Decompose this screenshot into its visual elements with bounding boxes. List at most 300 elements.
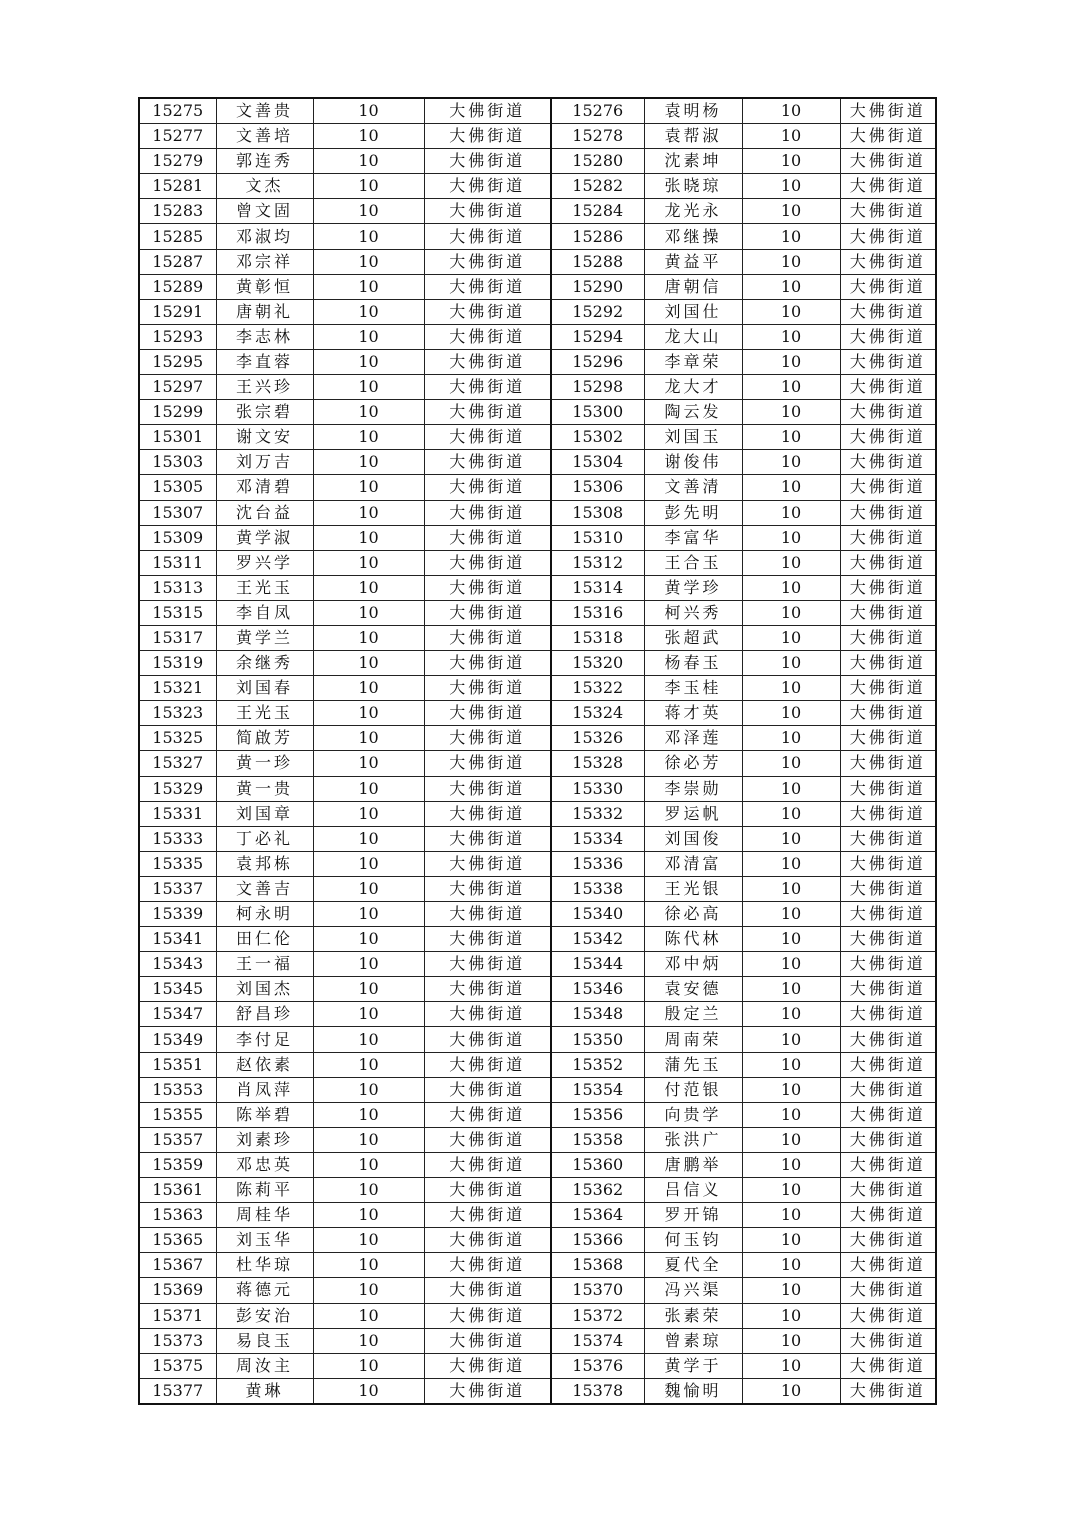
street-cell: 大佛街道 [840, 475, 936, 500]
id-cell: 15319 [139, 651, 216, 676]
name-cell: 黄一珍 [216, 751, 313, 776]
id-cell: 15357 [139, 1127, 216, 1152]
amount-cell: 10 [313, 475, 424, 500]
id-cell: 15290 [551, 274, 644, 299]
table-row [139, 625, 936, 650]
street-cell: 大佛街道 [424, 475, 551, 500]
street-cell: 大佛街道 [424, 801, 551, 826]
id-cell: 15377 [139, 1378, 216, 1404]
street-cell: 大佛街道 [840, 98, 936, 124]
street-cell: 大佛街道 [840, 751, 936, 776]
name-cell: 蒲先玉 [644, 1052, 742, 1077]
street-cell: 大佛街道 [840, 1303, 936, 1328]
street-cell: 大佛街道 [840, 224, 936, 249]
street-cell: 大佛街道 [840, 375, 936, 400]
street-cell: 大佛街道 [424, 124, 551, 149]
id-cell: 15352 [551, 1052, 644, 1077]
amount-cell: 10 [313, 701, 424, 726]
amount-cell: 10 [742, 801, 840, 826]
street-cell: 大佛街道 [424, 751, 551, 776]
name-cell: 文善贵 [216, 98, 313, 124]
street-cell: 大佛街道 [424, 174, 551, 199]
id-cell: 15375 [139, 1353, 216, 1378]
street-cell: 大佛街道 [424, 1102, 551, 1127]
table-row [139, 600, 936, 625]
amount-cell: 10 [313, 1178, 424, 1203]
name-cell: 黄学兰 [216, 625, 313, 650]
table-row [139, 1102, 936, 1127]
name-cell: 黄琳 [216, 1378, 313, 1404]
table-row [139, 1278, 936, 1303]
id-cell: 15285 [139, 224, 216, 249]
id-cell: 15299 [139, 400, 216, 425]
street-cell: 大佛街道 [840, 1027, 936, 1052]
amount-cell: 10 [313, 600, 424, 625]
street-cell: 大佛街道 [424, 876, 551, 901]
table-row [139, 701, 936, 726]
id-cell: 15291 [139, 299, 216, 324]
table-row [139, 500, 936, 525]
name-cell: 邓中炳 [644, 952, 742, 977]
street-cell: 大佛街道 [840, 826, 936, 851]
name-cell: 王光银 [644, 876, 742, 901]
table-row [139, 575, 936, 600]
amount-cell: 10 [742, 425, 840, 450]
table-row [139, 324, 936, 349]
id-cell: 15334 [551, 826, 644, 851]
street-cell: 大佛街道 [424, 274, 551, 299]
id-cell: 15309 [139, 525, 216, 550]
table-row [139, 776, 936, 801]
id-cell: 15288 [551, 249, 644, 274]
name-cell: 付范银 [644, 1077, 742, 1102]
street-cell: 大佛街道 [840, 801, 936, 826]
street-cell: 大佛街道 [840, 1328, 936, 1353]
amount-cell: 10 [742, 1152, 840, 1177]
amount-cell: 10 [742, 1253, 840, 1278]
id-cell: 15289 [139, 274, 216, 299]
amount-cell: 10 [742, 324, 840, 349]
amount-cell: 10 [742, 726, 840, 751]
table-row [139, 751, 936, 776]
id-cell: 15286 [551, 224, 644, 249]
name-cell: 唐朝礼 [216, 299, 313, 324]
street-cell: 大佛街道 [840, 927, 936, 952]
id-cell: 15343 [139, 952, 216, 977]
name-cell: 郭连秀 [216, 149, 313, 174]
id-cell: 15315 [139, 600, 216, 625]
street-cell: 大佛街道 [840, 149, 936, 174]
name-cell: 杨春玉 [644, 651, 742, 676]
id-cell: 15324 [551, 701, 644, 726]
table-row [139, 676, 936, 701]
street-cell: 大佛街道 [840, 876, 936, 901]
name-cell: 周汝主 [216, 1353, 313, 1378]
id-cell: 15355 [139, 1102, 216, 1127]
name-cell: 文善吉 [216, 876, 313, 901]
amount-cell: 10 [742, 274, 840, 299]
name-cell: 刘国仕 [644, 299, 742, 324]
id-cell: 15338 [551, 876, 644, 901]
table-row [139, 1027, 936, 1052]
name-cell: 陈莉平 [216, 1178, 313, 1203]
amount-cell: 10 [313, 249, 424, 274]
id-cell: 15363 [139, 1203, 216, 1228]
amount-cell: 10 [313, 349, 424, 374]
street-cell: 大佛街道 [840, 550, 936, 575]
name-cell: 王兴珍 [216, 375, 313, 400]
amount-cell: 10 [742, 701, 840, 726]
id-cell: 15339 [139, 902, 216, 927]
name-cell: 唐鹏举 [644, 1152, 742, 1177]
table-row [139, 1228, 936, 1253]
amount-cell: 10 [313, 525, 424, 550]
street-cell: 大佛街道 [424, 349, 551, 374]
id-cell: 15373 [139, 1328, 216, 1353]
id-cell: 15280 [551, 149, 644, 174]
amount-cell: 10 [313, 575, 424, 600]
table-row [139, 249, 936, 274]
id-cell: 15308 [551, 500, 644, 525]
id-cell: 15300 [551, 400, 644, 425]
amount-cell: 10 [313, 1077, 424, 1102]
table-row [139, 1152, 936, 1177]
name-cell: 龙大山 [644, 324, 742, 349]
id-cell: 15330 [551, 776, 644, 801]
street-cell: 大佛街道 [424, 927, 551, 952]
id-cell: 15356 [551, 1102, 644, 1127]
street-cell: 大佛街道 [424, 224, 551, 249]
street-cell: 大佛街道 [424, 550, 551, 575]
name-cell: 文善清 [644, 475, 742, 500]
amount-cell: 10 [742, 1052, 840, 1077]
name-cell: 邓忠英 [216, 1152, 313, 1177]
id-cell: 15293 [139, 324, 216, 349]
name-cell: 沈台益 [216, 500, 313, 525]
name-cell: 徐必芳 [644, 751, 742, 776]
name-cell: 邓淑均 [216, 224, 313, 249]
id-cell: 15283 [139, 199, 216, 224]
id-cell: 15329 [139, 776, 216, 801]
id-cell: 15346 [551, 977, 644, 1002]
name-cell: 李崇勋 [644, 776, 742, 801]
amount-cell: 10 [313, 1328, 424, 1353]
name-cell: 袁明杨 [644, 98, 742, 124]
id-cell: 15292 [551, 299, 644, 324]
id-cell: 15376 [551, 1353, 644, 1378]
amount-cell: 10 [313, 450, 424, 475]
street-cell: 大佛街道 [840, 776, 936, 801]
name-cell: 刘素珍 [216, 1127, 313, 1152]
name-cell: 吕信义 [644, 1178, 742, 1203]
name-cell: 黄学于 [644, 1353, 742, 1378]
id-cell: 15301 [139, 425, 216, 450]
amount-cell: 10 [313, 776, 424, 801]
id-cell: 15277 [139, 124, 216, 149]
id-cell: 15366 [551, 1228, 644, 1253]
name-cell: 罗运帆 [644, 801, 742, 826]
amount-cell: 10 [742, 124, 840, 149]
street-cell: 大佛街道 [840, 124, 936, 149]
amount-cell: 10 [313, 1303, 424, 1328]
table-row [139, 1178, 936, 1203]
amount-cell: 10 [313, 324, 424, 349]
street-cell: 大佛街道 [424, 851, 551, 876]
table-row [139, 651, 936, 676]
name-cell: 李玉桂 [644, 676, 742, 701]
street-cell: 大佛街道 [840, 1127, 936, 1152]
amount-cell: 10 [742, 475, 840, 500]
name-cell: 刘国杰 [216, 977, 313, 1002]
amount-cell: 10 [313, 149, 424, 174]
amount-cell: 10 [313, 500, 424, 525]
id-cell: 15348 [551, 1002, 644, 1027]
name-cell: 蒋才英 [644, 701, 742, 726]
amount-cell: 10 [742, 826, 840, 851]
id-cell: 15314 [551, 575, 644, 600]
street-cell: 大佛街道 [424, 1178, 551, 1203]
table-row [139, 1052, 936, 1077]
name-cell: 邓清富 [644, 851, 742, 876]
name-cell: 张洪广 [644, 1127, 742, 1152]
street-cell: 大佛街道 [424, 1203, 551, 1228]
id-cell: 15325 [139, 726, 216, 751]
amount-cell: 10 [742, 1278, 840, 1303]
name-cell: 李志林 [216, 324, 313, 349]
amount-cell: 10 [742, 876, 840, 901]
name-cell: 徐必高 [644, 902, 742, 927]
name-cell: 赵依素 [216, 1052, 313, 1077]
table-row [139, 902, 936, 927]
name-cell: 简啟芳 [216, 726, 313, 751]
name-cell: 殷定兰 [644, 1002, 742, 1027]
id-cell: 15310 [551, 525, 644, 550]
id-cell: 15312 [551, 550, 644, 575]
id-cell: 15370 [551, 1278, 644, 1303]
street-cell: 大佛街道 [424, 826, 551, 851]
table-row [139, 1303, 936, 1328]
id-cell: 15336 [551, 851, 644, 876]
street-cell: 大佛街道 [840, 1152, 936, 1177]
id-cell: 15362 [551, 1178, 644, 1203]
id-cell: 15282 [551, 174, 644, 199]
amount-cell: 10 [313, 751, 424, 776]
table-row [139, 149, 936, 174]
street-cell: 大佛街道 [424, 1228, 551, 1253]
name-cell: 魏愉明 [644, 1378, 742, 1404]
roster-table [138, 97, 937, 1405]
name-cell: 彭安治 [216, 1303, 313, 1328]
name-cell: 黄学珍 [644, 575, 742, 600]
name-cell: 夏代全 [644, 1253, 742, 1278]
street-cell: 大佛街道 [840, 851, 936, 876]
id-cell: 15276 [551, 98, 644, 124]
name-cell: 刘国春 [216, 676, 313, 701]
id-cell: 15374 [551, 1328, 644, 1353]
amount-cell: 10 [313, 801, 424, 826]
street-cell: 大佛街道 [424, 500, 551, 525]
name-cell: 李自凤 [216, 600, 313, 625]
table-row [139, 1378, 936, 1404]
name-cell: 陈举碧 [216, 1102, 313, 1127]
id-cell: 15350 [551, 1027, 644, 1052]
id-cell: 15372 [551, 1303, 644, 1328]
street-cell: 大佛街道 [424, 977, 551, 1002]
amount-cell: 10 [742, 249, 840, 274]
street-cell: 大佛街道 [424, 676, 551, 701]
table-row [139, 224, 936, 249]
amount-cell: 10 [742, 1328, 840, 1353]
amount-cell: 10 [742, 450, 840, 475]
name-cell: 罗兴学 [216, 550, 313, 575]
street-cell: 大佛街道 [840, 1178, 936, 1203]
id-cell: 15323 [139, 701, 216, 726]
street-cell: 大佛街道 [840, 1203, 936, 1228]
id-cell: 15333 [139, 826, 216, 851]
name-cell: 王光玉 [216, 701, 313, 726]
name-cell: 刘国玉 [644, 425, 742, 450]
street-cell: 大佛街道 [424, 1303, 551, 1328]
street-cell: 大佛街道 [840, 575, 936, 600]
street-cell: 大佛街道 [424, 1027, 551, 1052]
street-cell: 大佛街道 [424, 450, 551, 475]
id-cell: 15365 [139, 1228, 216, 1253]
street-cell: 大佛街道 [840, 651, 936, 676]
id-cell: 15311 [139, 550, 216, 575]
street-cell: 大佛街道 [840, 500, 936, 525]
table-row [139, 726, 936, 751]
street-cell: 大佛街道 [840, 299, 936, 324]
name-cell: 唐朝信 [644, 274, 742, 299]
name-cell: 李直蓉 [216, 349, 313, 374]
name-cell: 曾素琼 [644, 1328, 742, 1353]
table-row [139, 1253, 936, 1278]
amount-cell: 10 [313, 124, 424, 149]
amount-cell: 10 [313, 952, 424, 977]
street-cell: 大佛街道 [424, 1077, 551, 1102]
name-cell: 刘玉华 [216, 1228, 313, 1253]
street-cell: 大佛街道 [840, 525, 936, 550]
id-cell: 15335 [139, 851, 216, 876]
street-cell: 大佛街道 [840, 1077, 936, 1102]
name-cell: 文善培 [216, 124, 313, 149]
street-cell: 大佛街道 [840, 1353, 936, 1378]
id-cell: 15342 [551, 927, 644, 952]
id-cell: 15316 [551, 600, 644, 625]
amount-cell: 10 [742, 575, 840, 600]
name-cell: 柯兴秀 [644, 600, 742, 625]
name-cell: 李富华 [644, 525, 742, 550]
amount-cell: 10 [313, 425, 424, 450]
street-cell: 大佛街道 [424, 1052, 551, 1077]
amount-cell: 10 [313, 550, 424, 575]
table-row [139, 98, 936, 124]
amount-cell: 10 [313, 1278, 424, 1303]
name-cell: 袁帮淑 [644, 124, 742, 149]
street-cell: 大佛街道 [840, 625, 936, 650]
id-cell: 15344 [551, 952, 644, 977]
amount-cell: 10 [742, 952, 840, 977]
amount-cell: 10 [313, 651, 424, 676]
table-row [139, 1203, 936, 1228]
name-cell: 王光玉 [216, 575, 313, 600]
name-cell: 蒋德元 [216, 1278, 313, 1303]
street-cell: 大佛街道 [840, 1253, 936, 1278]
amount-cell: 10 [313, 977, 424, 1002]
amount-cell: 10 [313, 400, 424, 425]
id-cell: 15351 [139, 1052, 216, 1077]
amount-cell: 10 [742, 651, 840, 676]
amount-cell: 10 [313, 1203, 424, 1228]
id-cell: 15360 [551, 1152, 644, 1177]
id-cell: 15297 [139, 375, 216, 400]
amount-cell: 10 [742, 902, 840, 927]
id-cell: 15305 [139, 475, 216, 500]
id-cell: 15320 [551, 651, 644, 676]
street-cell: 大佛街道 [840, 1052, 936, 1077]
table-row [139, 124, 936, 149]
amount-cell: 10 [742, 927, 840, 952]
street-cell: 大佛街道 [840, 349, 936, 374]
name-cell: 王一福 [216, 952, 313, 977]
name-cell: 李付足 [216, 1027, 313, 1052]
street-cell: 大佛街道 [424, 1152, 551, 1177]
table-row [139, 851, 936, 876]
table-row [139, 1353, 936, 1378]
id-cell: 15327 [139, 751, 216, 776]
amount-cell: 10 [313, 902, 424, 927]
amount-cell: 10 [742, 500, 840, 525]
id-cell: 15304 [551, 450, 644, 475]
id-cell: 15378 [551, 1378, 644, 1404]
street-cell: 大佛街道 [840, 676, 936, 701]
amount-cell: 10 [742, 349, 840, 374]
amount-cell: 10 [313, 174, 424, 199]
amount-cell: 10 [313, 1027, 424, 1052]
name-cell: 刘万吉 [216, 450, 313, 475]
amount-cell: 10 [313, 1152, 424, 1177]
amount-cell: 10 [313, 199, 424, 224]
table-row [139, 174, 936, 199]
id-cell: 15303 [139, 450, 216, 475]
amount-cell: 10 [313, 375, 424, 400]
street-cell: 大佛街道 [424, 375, 551, 400]
table-row [139, 375, 936, 400]
amount-cell: 10 [313, 876, 424, 901]
street-cell: 大佛街道 [424, 400, 551, 425]
name-cell: 冯兴渠 [644, 1278, 742, 1303]
amount-cell: 10 [742, 776, 840, 801]
name-cell: 张素荣 [644, 1303, 742, 1328]
name-cell: 杜华琼 [216, 1253, 313, 1278]
amount-cell: 10 [313, 1052, 424, 1077]
id-cell: 15278 [551, 124, 644, 149]
street-cell: 大佛街道 [424, 1328, 551, 1353]
table-row [139, 199, 936, 224]
amount-cell: 10 [742, 1378, 840, 1404]
name-cell: 王合玉 [644, 550, 742, 575]
table-row [139, 826, 936, 851]
amount-cell: 10 [742, 1203, 840, 1228]
name-cell: 邓清碧 [216, 475, 313, 500]
id-cell: 15349 [139, 1027, 216, 1052]
amount-cell: 10 [313, 299, 424, 324]
street-cell: 大佛街道 [424, 425, 551, 450]
street-cell: 大佛街道 [840, 274, 936, 299]
table-row [139, 450, 936, 475]
id-cell: 15318 [551, 625, 644, 650]
amount-cell: 10 [313, 98, 424, 124]
